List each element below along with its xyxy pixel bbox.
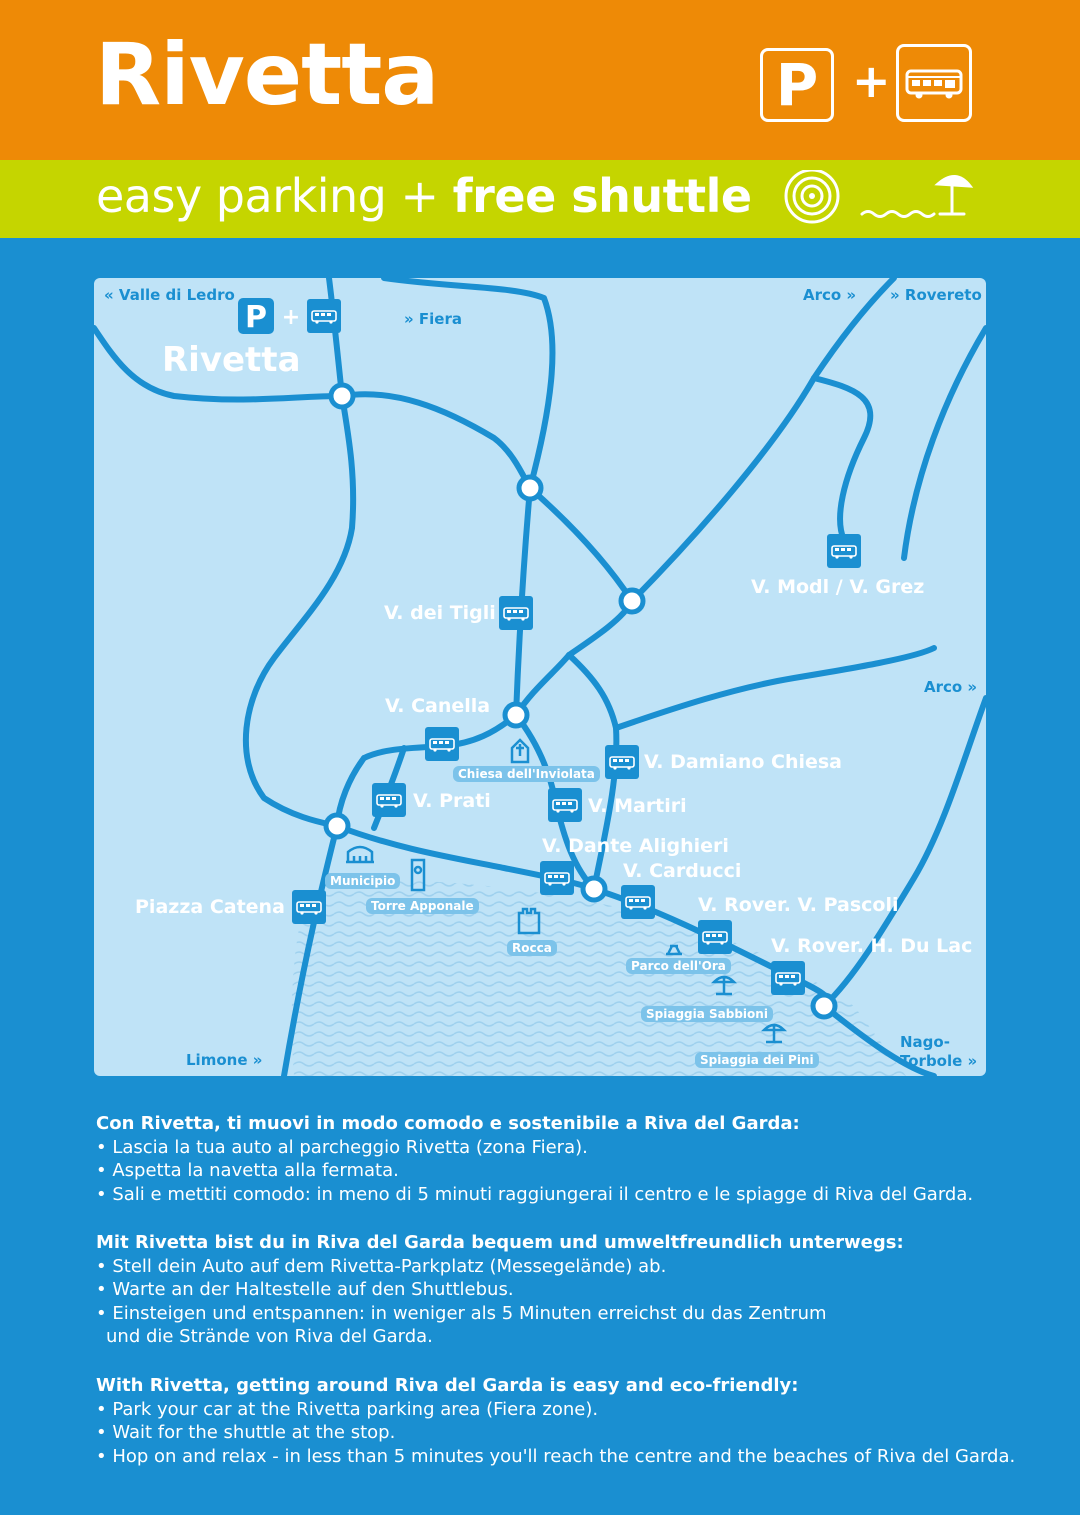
bus-stop-icon (698, 920, 732, 954)
roundabout (326, 815, 348, 837)
bullet: • Sali e mettiti comodo: in meno di 5 minuti raggiungerai il centro e le spiagge di Riva del Garda. (96, 1183, 974, 1205)
bus-stop-icon (372, 783, 406, 817)
bus-stop-icon (605, 745, 639, 779)
stop-label-carducci: V. Carducci (623, 860, 742, 882)
stop-label-modl-grez: V. Modl / V. Grez (751, 576, 925, 598)
stop-label-damiano-chiesa: V. Damiano Chiesa (644, 751, 843, 773)
bus-stop-icon (771, 961, 805, 995)
dir-limone: Limone » (186, 1051, 263, 1069)
stop-label-rover-dulac: V. Rover. H. Du Lac (771, 935, 973, 957)
bullet: • Stell dein Auto auf dem Rivetta-Parkplatz (Messegelände) ab. (96, 1255, 667, 1277)
stop-label-dei-tigli: V. dei Tigli (384, 602, 496, 624)
dir-fiera: » Fiera (404, 310, 462, 328)
dir-rovereto: » Rovereto (890, 286, 982, 304)
section-english (96, 1374, 1036, 1468)
plus-sign: + (852, 54, 891, 108)
map-plus: + (281, 305, 301, 330)
stop-label-rover-pascoli: V. Rover. V. Pascoli (698, 894, 899, 916)
poi-chiesa: Chiesa dell'Inviolata (453, 766, 600, 782)
poi-pini: Spiaggia dei Pini (695, 1052, 819, 1068)
bullet: • Wait for the shuttle at the stop. (96, 1422, 396, 1443)
bullet-continuation: und die Strände von Riva del Garda. (106, 1326, 433, 1347)
poi-municipio: Municipio (325, 873, 400, 889)
tagline (96, 168, 752, 224)
dir-nago: Nago- (900, 1033, 950, 1051)
route-map (94, 278, 986, 1076)
bus-stop-icon (499, 596, 533, 630)
roundabout (519, 477, 541, 499)
map-parking-letter: P (245, 300, 267, 335)
bus-stop-icon (621, 885, 655, 919)
section-german (96, 1231, 1036, 1349)
roundabout (621, 590, 643, 612)
stop-label-martiri: V. Martiri (588, 795, 687, 817)
poi-torre: Torre Apponale (366, 898, 479, 914)
beach-umbrella-icon (862, 176, 970, 216)
parking-icon: P (760, 48, 834, 122)
stop-label-dante: V. Dante Alighieri (542, 835, 729, 857)
dir-torbole: Torbole » (900, 1052, 978, 1070)
stop-label-canella: V. Canella (385, 695, 491, 717)
roundabout (583, 878, 605, 900)
bullet: • Lascia la tua auto al parcheggio Rivetta (zona Fiera). (96, 1136, 588, 1158)
poi-sabbioni: Spiaggia Sabbioni (641, 1006, 773, 1022)
stop-label-piazza-catena: Piazza Catena (135, 896, 285, 918)
bus-stop-icon (827, 534, 861, 568)
bus-stop-icon (425, 727, 459, 761)
bus-stop-icon (540, 861, 574, 895)
poi-rocca: Rocca (507, 940, 557, 956)
bus-stop-icon (548, 788, 582, 822)
bus-stop-icon (292, 890, 326, 924)
poi-parco: Parco dell'Ora (626, 958, 731, 974)
roundabout (331, 385, 353, 407)
section-heading: With Rivetta, getting around Riva del Garda is easy and eco-friendly: (96, 1375, 799, 1396)
roundabout (813, 995, 835, 1017)
bullet: • Aspetta la navetta alla fermata. (96, 1160, 399, 1181)
dir-arco-right: Arco » (924, 678, 978, 696)
bullet: • Einsteigen und entspannen: in weniger als 5 Minuten erreichst du das Zentrum (96, 1302, 827, 1324)
tagline-bold: free shuttle (452, 169, 752, 223)
section-heading: Con Rivetta, ti muovi in modo comodo e sostenibile a Riva del Garda: (96, 1113, 800, 1134)
section-italian (96, 1112, 1036, 1206)
dir-valle-di-ledro: « Valle di Ledro (104, 286, 235, 304)
bullet: • Hop on and relax - in less than 5 minutes you'll reach the centre and the beaches of Riva del Garda. (96, 1445, 1016, 1467)
dir-arco-top: Arco » (803, 286, 857, 304)
bullet: • Park your car at the Rivetta parking area (Fiera zone). (96, 1398, 599, 1420)
bullet: • Warte an der Haltestelle auf den Shuttlebus. (96, 1279, 514, 1300)
town-hall-icon (346, 847, 374, 862)
header-icons (780, 170, 980, 234)
brand-title: Rivetta (95, 25, 439, 125)
rings-icon (786, 170, 838, 222)
roundabout (505, 704, 527, 726)
tagline-light: easy parking + (96, 169, 453, 223)
bus-icon (896, 44, 972, 122)
section-heading: Mit Rivetta bist du in Riva del Garda bequem und umweltfreundlich unterwegs: (96, 1232, 904, 1253)
stop-label-prati: V. Prati (413, 790, 491, 812)
map-title: Rivetta (162, 340, 301, 380)
